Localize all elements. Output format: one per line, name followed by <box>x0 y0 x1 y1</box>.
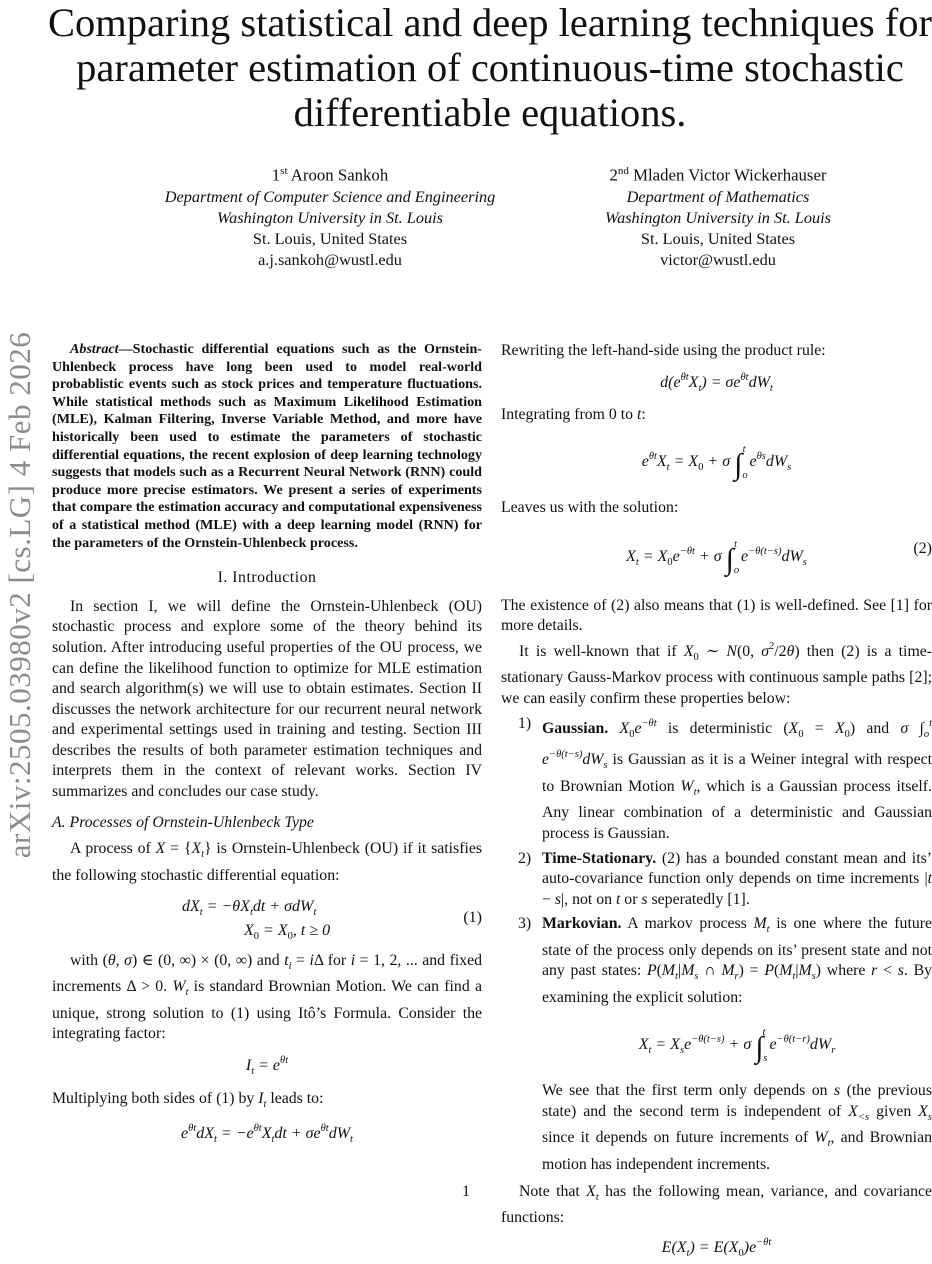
properties-list <box>501 714 932 1176</box>
author-dept: Department of Computer Science and Engineering <box>164 186 496 206</box>
paragraph: The existence of (2) also means that (1) is well-defined. See [1] for more details. <box>501 596 932 635</box>
equation-1: $dX_t = -\theta X_tdt + \sigma dW_t$ $X_0 = X_0$, t ≥ 0 (1) <box>182 897 482 942</box>
equation: $e^{\theta t}X_t = X_0 + \sigma$ $\int_o^t$ $e^{\theta s}dW_s$ <box>641 443 792 481</box>
right-column <box>501 341 932 1264</box>
paragraph: with (θ, σ) ∈ (0, ∞) × (0, ∞) and $t_i = i\Delta$ for i = 1, 2, ... and fixed increments Δ > 0. $W_t$ is standard Brownian Motion. We can find a unique, strong solution to (1) using Itô’s Formula. Consider the integrating factor: <box>52 951 483 1043</box>
equation: $d(e^{\theta t}X_t) = \sigma e^{\theta t}dW_t$ <box>660 371 773 394</box>
arxiv-identifier: arXiv:2505.03980v2 [cs.LG] 4 Feb 2026 <box>2 331 37 859</box>
sde-definition: A process of $X = \{X_t\}$ is Ornstein-Uhlenbeck (OU) if it satisfies the following stochastic differential equation: <box>52 840 483 884</box>
list-item: 2) Time-Stationary. (2) has a bounded constant mean and its’ auto-covariance function only depends on time increments |t − s|, not on t or s seperatedly [1]. <box>518 849 932 908</box>
author-1: 1st Aroon Sankoh Department of Computer Science and Engineering Washington University in St. Louis St. Louis, United States a.j.sankoh@wustl.edu <box>140 161 520 270</box>
equation: $I_t = e^{\theta t}$ <box>245 1054 289 1077</box>
paragraph: Rewriting the left-hand-side using the product rule: <box>501 342 826 359</box>
equation: $e^{\theta t}dX_t = -e^{\theta t}X_tdt + \sigma e^{\theta t}dW_t$ <box>181 1123 353 1146</box>
paragraph: Integrating from 0 to t: <box>501 406 646 424</box>
left-column <box>52 341 482 1151</box>
equation: $E(X_t) = E(X_0)e^{-\theta t}$ <box>661 1236 772 1259</box>
list-item: 3) Markovian. A markov process $M_t$ is one where the future state of the process only depends on its’ present state and not any past states: $P(M_t|M_s$ ∩ $M_r) = P(M_t|M_s)$ where r < s. By examining the explicit solution: $X_t = X_se^{-\theta(t-s)} + \sigma$ $\int_s^t$ $e^{-\theta(t-r)}dW_r$ We see that the first term only depends on s (the previous state) and the second term is independent of $X_{<s}$ given $X_s$ since it depends on future increments of $W_t$, and Brownian motion has independent increments. <box>518 915 932 1174</box>
equation-number: (2) <box>913 539 932 557</box>
paragraph: Leaves us with the solution: <box>501 499 679 517</box>
paragraph: It is well-known that if $X_0$ ∼ N(0, $\sigma^2/2\theta$) then (2) is a time-stationary Gauss-Markov process with continuous sample paths [2]; we can easily confirm these properties below: <box>501 640 932 707</box>
subsection-heading: A. Processes of Ornstein-Uhlenbeck Type <box>52 813 314 831</box>
author-univ: Washington University in St. Louis <box>217 207 443 227</box>
abstract: Abstract—Stochastic differential equations such as the Ornstein-Uhlenbeck process have long been used to model real-world probablistic events such as stock prices and temperature fluctuations. While statistical methods such as Maximum Likelihood Estimation (MLE), Kalman Filtering, Inverse Variable Method, and more have historically been used to estimate the parameters of stochastic differential equations, the recent explosion of deep learning technology suggests that models such as a Recurrent Neural Network (RNN) could produce more precise estimators. We present a series of experiments that compare the estimation accuracy and computational expensiveness of a statistical method (MLE) with a deep learning model (RNN) for the parameters of the Ornstein-Uhlenbeck process. <box>52 341 482 551</box>
author-name: Aroon Sankoh <box>290 165 389 185</box>
author-email: victor@wustl.edu <box>660 249 776 269</box>
equation-number: (1) <box>463 908 482 926</box>
section-heading: I. Introduction <box>217 569 317 587</box>
author-name: Mladen Victor Wickerhauser <box>633 165 827 185</box>
list-item: 1) Gaussian. $X_0e^{-\theta t}$ is deterministic $(X_0 = X_0)$ and σ $\int_o^t$ $e^{-\theta(t-s)}dW_s$ is Gaussian as it is a Weiner integral with respect to Brownian Motion $W_t$, which is a Gaussian process itself. Any linear combination of a deterministic and Gaussian process is Gaussian. <box>518 714 932 842</box>
author-email: a.j.sankoh@wustl.edu <box>258 249 402 269</box>
arxiv-sidebar <box>0 290 42 900</box>
paper-title: Comparing statistical and deep learning techniques for parameter estimation of continuous-time stochastic differentiable equations. <box>48 0 932 135</box>
paragraph: Note that $X_t$ has the following mean, variance, and covariance functions: <box>501 1182 932 1227</box>
author-dept: Department of Mathematics <box>626 186 810 206</box>
author-location: St. Louis, United States <box>640 228 796 248</box>
author-location: St. Louis, United States <box>252 228 408 248</box>
page-number: 1 <box>462 1183 470 1200</box>
author-univ: Washington University in St. Louis <box>605 207 831 227</box>
equation-2: $X_t = X_0e^{-\theta t} + \sigma$ $\int_o^t$ $e^{-\theta(t-s)}dW_s$ (2) <box>626 538 932 576</box>
author-2: 2nd Mladen Victor Wickerhauser Department of Mathematics Washington University in St. Louis St. Louis, United States victor@wustl.edu <box>528 161 908 270</box>
intro-paragraph: In section I, we will define the Ornstein-Uhlenbeck (OU) stochastic process and explore some of the theory behind its solution. After introducing useful properties of the OU process, we can define the likelihood function to optimize for MLE estimation and search algorithm(s) we will use to obtain estimates. Section II discusses the network architecture for our recurrent neural network and experimental settings used in training and testing. Section III describes the results of both parameter estimation techniques and interprets them in the context of relevant works. Section IV summarizes and concludes our case study. <box>52 597 482 801</box>
paragraph: Multiplying both sides of (1) by $I_t$ leads to: <box>52 1089 324 1110</box>
